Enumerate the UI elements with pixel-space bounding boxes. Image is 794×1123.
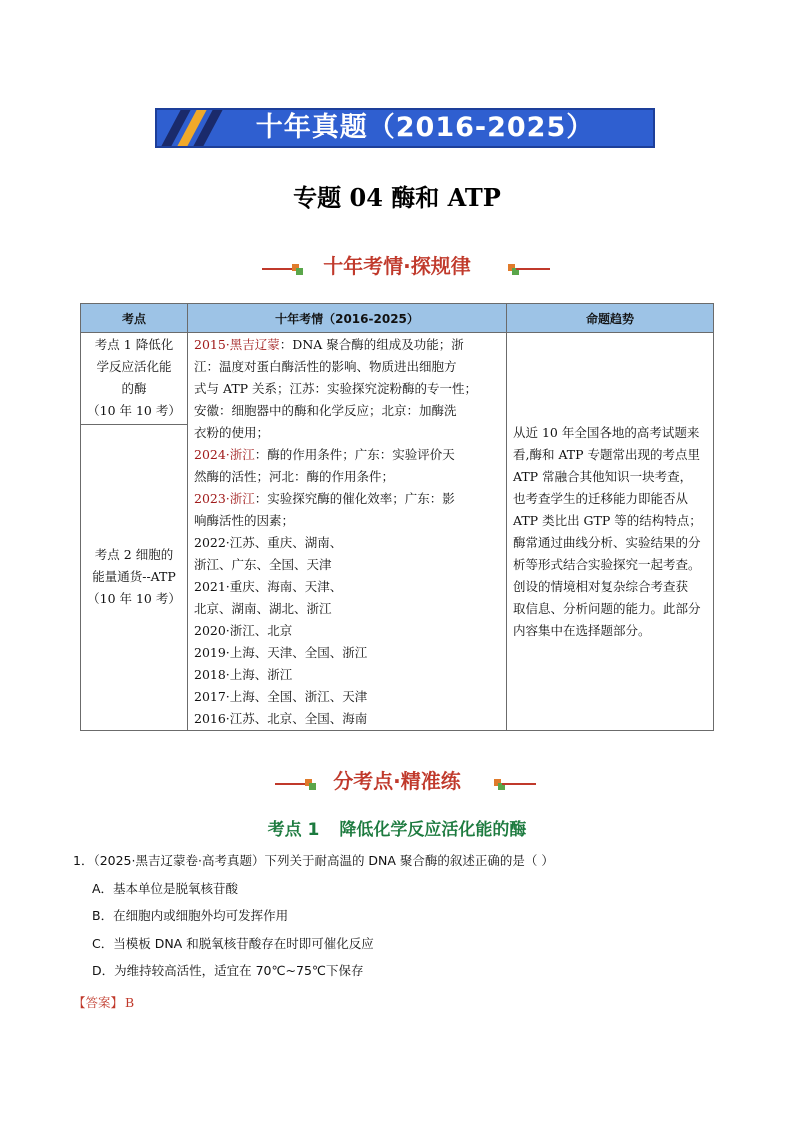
situation-line (194, 554, 500, 576)
topic-line: （10 年 10 考） (87, 403, 181, 419)
answer-label: 【答案】 (73, 995, 124, 1010)
trend-line: 看,酶和 ATP 专题常出现的考点里 (513, 446, 701, 462)
topic-name: 降低化学反应活化能的酶 (339, 820, 527, 840)
topic-cell-2 (81, 424, 188, 730)
situation-line (194, 378, 500, 400)
table-header-row (81, 304, 714, 333)
trend-line: 酶常通过曲线分析、实验结果的分 (513, 534, 701, 550)
heading-line-right (502, 783, 536, 785)
trend-line: 内容集中在选择题部分。 (513, 622, 651, 638)
trend-line: 取信息、分析问题的能力。此部分 (513, 600, 701, 616)
option-c: C．当模板 DNA 和脱氧核苷酸存在时即可催化反应 (92, 936, 374, 951)
option-a: A．基本单位是脱氧核苷酸 (92, 881, 239, 896)
situation-year-region: 2024·浙江 (194, 447, 255, 462)
situation-text: ：实验探究酶的催化效率；广东：影 (254, 491, 455, 506)
situation-text: 2016·江苏、北京、全国、海南 (194, 711, 368, 726)
situation-text: 2020·浙江、北京 (194, 623, 293, 638)
situation-line (194, 576, 500, 598)
section-heading-2 (0, 765, 794, 795)
situation-text: 浙江、广东、全国、天津 (194, 557, 332, 572)
situation-text: 北京、湖南、湖北、浙江 (194, 601, 332, 616)
header-cell: 考点 (81, 304, 188, 333)
situation-line (194, 510, 500, 532)
situation-line (194, 686, 500, 708)
header-cell: 十年考情（2016-2025） (188, 304, 507, 333)
topic-heading (0, 815, 794, 840)
section-title: 分考点·精准练 (333, 769, 461, 793)
heading-line-right (516, 268, 550, 270)
trend-line: ATP 常融合其他知识一块考查， (513, 468, 693, 484)
heading-line-left (262, 268, 296, 270)
section-heading-1 (0, 250, 794, 280)
situation-line (194, 488, 500, 510)
answer-value: B (125, 995, 135, 1010)
title-banner (155, 108, 655, 148)
topic-line: 能量通货--ATP (92, 569, 176, 585)
topic-line: （10 年 10 考） (87, 591, 181, 607)
square-icon (296, 268, 303, 275)
situation-cell (188, 333, 507, 731)
situation-text: 2018·上海、浙江 (194, 667, 293, 682)
situation-text: 2021·重庆、海南、天津、 (194, 579, 343, 594)
situation-text: 2022·江苏、重庆、湖南、 (194, 535, 343, 550)
situation-line (194, 400, 500, 422)
banner-title: 十年真题（2016-2025） (255, 112, 595, 143)
question-stem: 1．（2025·黑吉辽蒙卷·高考真题）下列关于耐高温的 DNA 聚合酶的叙述正确的是（ ） (73, 853, 554, 868)
situation-text: 然酶的活性；河北：酶的作用条件； (194, 469, 395, 484)
header-cell: 命题趋势 (507, 304, 714, 333)
situation-text: 式与 ATP 关系；江苏：实验探究淀粉酶的专一性； (194, 381, 478, 396)
topic-line: 学反应活化能 (96, 359, 172, 375)
situation-line (194, 532, 500, 554)
situation-line (194, 620, 500, 642)
section-title: 十年考情·探规律 (323, 254, 471, 278)
subject-title: 专题 04 酶和 ATP (293, 183, 501, 212)
topic-line: 考点 2 细胞的 (94, 547, 174, 563)
situation-year-region: 2023·浙江 (194, 491, 255, 506)
situation-line (194, 334, 500, 356)
trend-line: 从近 10 年全国各地的高考试题来 (513, 424, 700, 440)
situation-list (194, 333, 500, 730)
trend-cell (507, 333, 714, 731)
situation-line (194, 598, 500, 620)
topic-cell-1 (81, 333, 188, 425)
option-d: D．为维持较高活性，适宜在 70℃~75℃下保存 (92, 963, 364, 978)
situation-text: 2019·上海、天津、全国、浙江 (194, 645, 368, 660)
exam-trend-table (80, 303, 714, 731)
situation-text: 响酶活性的因素； (194, 513, 295, 528)
situation-text: ：DNA 聚合酶的组成及功能；浙 (279, 337, 464, 352)
situation-line (194, 356, 500, 378)
situation-year-region: 2015·黑吉辽蒙 (194, 337, 280, 352)
situation-text: 江：温度对蛋白酶活性的影响、物质进出细胞方 (194, 359, 457, 374)
heading-line-left (275, 783, 309, 785)
topic-line: 的酶 (121, 381, 147, 397)
answer-line (73, 993, 134, 1011)
trend-line: 析等形式结合实验探究一起考查。 (513, 556, 701, 572)
situation-line (194, 466, 500, 488)
square-icon (309, 783, 316, 790)
topic-line: 考点 1 降低化 (94, 337, 174, 353)
situation-line (194, 422, 500, 444)
option-b: B．在细胞内或细胞外均可发挥作用 (92, 908, 289, 923)
situation-text: 衣粉的使用； (194, 425, 270, 440)
trend-line: 也考查学生的迁移能力即能否从 (513, 490, 689, 506)
trend-line: ATP 类比出 GTP 等的结构特点； (513, 512, 702, 528)
situation-line (194, 664, 500, 686)
situation-text: ：酶的作用条件；广东：实验评价天 (254, 447, 455, 462)
situation-line (194, 444, 500, 466)
table-row (81, 333, 714, 425)
situation-text: 安徽：细胞器中的酶和化学反应；北京：加酶洗 (194, 403, 457, 418)
trend-list (513, 422, 707, 642)
trend-line: 创设的情境相对复杂综合考查获 (513, 578, 689, 594)
situation-text: 2017·上海、全国、浙江、天津 (194, 689, 368, 704)
situation-line (194, 708, 500, 730)
situation-line (194, 642, 500, 664)
topic-label: 考点 1 (267, 820, 320, 840)
